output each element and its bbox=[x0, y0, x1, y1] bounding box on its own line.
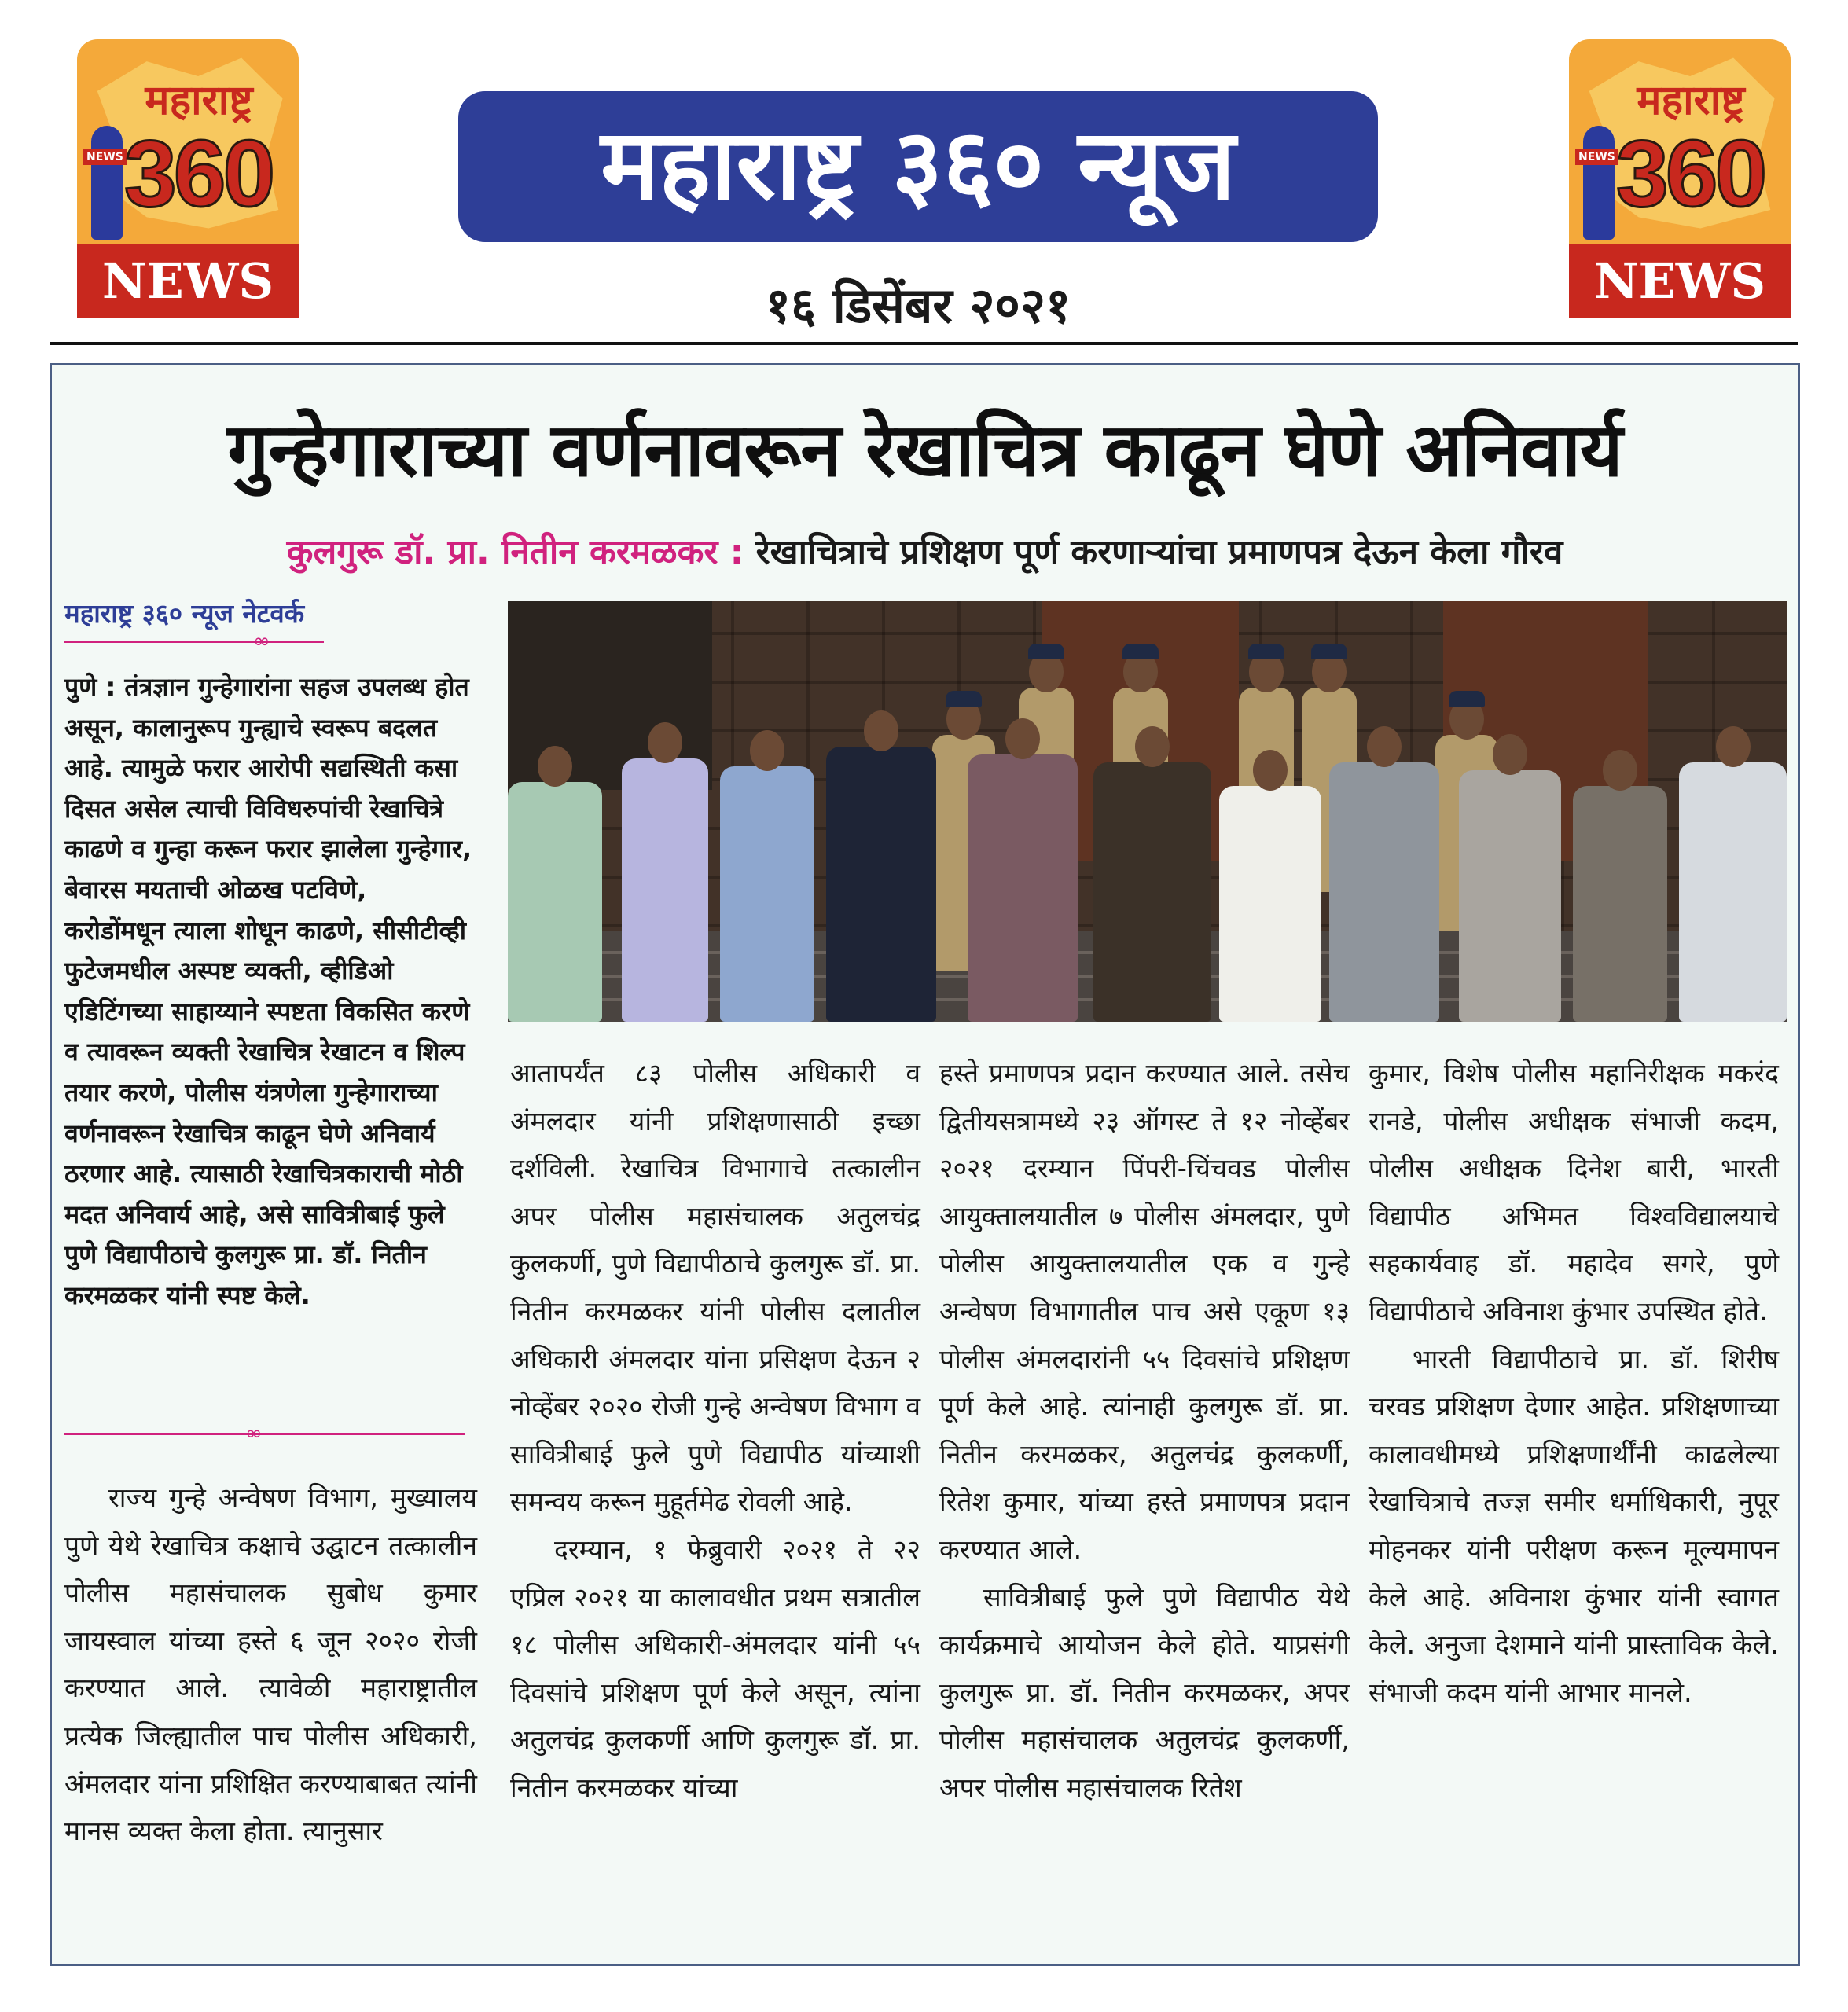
column-1-paragraph: राज्य गुन्हे अन्वेषण विभाग, मुख्यालय पुणे येथे रेखाचित्र कक्षाचे उद्घाटन तत्कालीन पोलीस महासंचालक सुबोध कुमार जायस्वाल यांच्या हस्ते ६ जून २०२० रोजी करण्यात आले. त्यावेळी महाराष्ट्रातील प्रत्येक जिल्ह्यातील पाच पोलीस अधिकारी, अंमलदार यांना प्रशिक्षित करण्याबाबत त्यांनी मानस व्यक्त केला होता. त्यानुसार bbox=[64, 1482, 477, 1847]
masthead-rule bbox=[50, 342, 1798, 345]
logo-brand: महाराष्ट्र bbox=[145, 77, 253, 124]
column-4-paragraph-1: कुमार, विशेष पोलीस महानिरीक्षक मकरंद रानडे, पोलीस अधीक्षक संभाजी कदम, पोलीस अधीक्षक दिनेश बारी, भारती विद्यापीठ अभिमत विश्वविद्यालयाचे सहकार्यवाह डॉ. महादेव सगरे, पुणे विद्यापीठाचे अविनाश कुंभार उपस्थित होते. bbox=[1369, 1058, 1779, 1327]
divider-ornament-icon: ∞ bbox=[245, 1422, 263, 1445]
byline: महाराष्ट्र ३६० न्यूज नेटवर्क bbox=[64, 598, 305, 629]
column-4-paragraph-2: भारती विद्यापीठाचे प्रा. डॉ. शिरीष चरवड प्रशिक्षण देणार आहेत. प्रशिक्षणाच्या कालावधीमध्ये प्रशिक्षणार्थींनी काढलेल्या रेखाचित्राचे तज्ज्ञ समीर धर्माधिकारी, नुपूर मोहनकर यांनी परीक्षण करून मूल्यमापन केले आहे. अविनाश कुंभार यांनी स्वागत केले. अनुजा देशमाने यांनी प्रास्ताविक केले. संभाजी कदम यांनी आभार मानले. bbox=[1369, 1343, 1779, 1708]
photo-person bbox=[826, 747, 936, 1022]
photo-person bbox=[1573, 786, 1667, 1022]
column-3-paragraph-2: सावित्रीबाई फुले पुणे विद्यापीठ येथे कार्यक्रमाचे आयोजन केले होते. याप्रसंगी कुलगुरू प्रा. डॉ. नितीन करमळकर, अपर पोलीस महासंचालक अतुलचंद्र कुलकर्णी, अपर पोलीस महासंचालक रितेश bbox=[939, 1581, 1350, 1803]
logo-brand: महाराष्ट्र bbox=[1637, 77, 1745, 124]
photo-person bbox=[1679, 762, 1787, 1022]
photo-person bbox=[1459, 770, 1561, 1022]
logo-right bbox=[1569, 39, 1791, 318]
photo-person bbox=[968, 754, 1078, 1022]
photo-person bbox=[720, 766, 814, 1022]
logo-tag: NEWS bbox=[1569, 244, 1791, 318]
subhead-speaker: कुलगुरू डॉ. प्रा. नितीन करमळकर : bbox=[286, 532, 744, 572]
article-headline: गुन्हेगाराच्या वर्णनावरून रेखाचित्र काढून घेणे अनिवार्य bbox=[227, 408, 1622, 494]
logo-left bbox=[77, 39, 299, 318]
subhead-text: रेखाचित्राचे प्रशिक्षण पूर्ण करणाऱ्यांचा प्रमाणपत्र देऊन केला गौरव bbox=[744, 532, 1563, 572]
logo-number: 360 bbox=[124, 121, 273, 226]
microphone-icon bbox=[91, 126, 123, 240]
article-frame bbox=[50, 363, 1800, 1966]
photo-person bbox=[1093, 762, 1211, 1022]
intro-paragraph: पुणे : तंत्रज्ञान गुन्हेगारांना सहज उपलब्ध होत असून, कालानुरूप गुन्ह्याचे स्वरूप बदलत आहे. त्यामुळे फरार आरोपी सद्यस्थिती कसा दिसत असेल त्याची विविधरुपांची रेखाचित्रे काढणे व गुन्हा करून फरार झालेला गुन्हेगार, बेवारस मयताची ओळख पटविणे, करोडोंमधून त्याला शोधून काढणे, सीसीटीव्ही फुटेजमधील अस्पष्ट व्यक्ती, व्हीडिओ एडिटिंगच्या साहाय्याने स्पष्टता विकसित करणे व त्यावरून व्यक्ती रेखाचित्र रेखाटन व शिल्प तयार करणे, पोलीस यंत्रणेला गुन्हेगाराच्या वर्णनावरून रेखाचित्र काढून घेणे अनिवार्य ठरणार आहे. त्यासाठी रेखाचित्रकाराची मोठी मदत अनिवार्य आहे, असे सावित्रीबाई फुले पुणे विद्यापीठाचे कुलगुरू प्रा. डॉ. नितीन करमळकर यांनी स्पष्ट केले. bbox=[64, 672, 472, 1310]
article-column-2 bbox=[510, 1050, 920, 1812]
article-column-4 bbox=[1369, 1050, 1779, 1716]
photo-person bbox=[1219, 786, 1321, 1022]
logo-mic-tag: NEWS bbox=[83, 149, 127, 165]
article-column-1 bbox=[64, 1474, 477, 1856]
logo-map-panel bbox=[77, 39, 299, 244]
photo-person bbox=[622, 758, 708, 1022]
logo-number: 360 bbox=[1616, 121, 1765, 226]
article-subhead bbox=[52, 527, 1798, 574]
photo-person bbox=[508, 782, 602, 1022]
column-2-paragraph-2: दरम्यान, १ फेब्रुवारी २०२१ ते २२ एप्रिल २०२१ या कालावधीत प्रथम सत्रातील १८ पोलीस अधिकारी-अंमलदार यांनी ५५ दिवसांचे प्रशिक्षण पूर्ण केले असून, त्यांना अतुलचंद्र कुलकर्णी आणि कुलगुरू डॉ. प्रा. नितीन करमळकर यांच्या bbox=[510, 1533, 920, 1803]
column-3-paragraph-1: हस्ते प्रमाणपत्र प्रदान करण्यात आले. तसेच द्वितीयसत्रामध्ये २३ ऑगस्ट ते १२ नोव्हेंबर २०२१ दरम्यान पिंपरी-चिंचवड पोलीस आयुक्तालयातील ७ पोलीस अंमलदार, पुणे पोलीस आयुक्तालयातील एक व गुन्हे अन्वेषण विभागातील पाच असे एकूण १३ पोलीस अंमलदारांनी ५५ दिवसांचे प्रशिक्षण पूर्ण केले आहे. त्यांनाही कुलगुरू डॉ. प्रा. नितीन करमळकर, अतुलचंद्र कुलकर्णी, रितेश कुमार, यांच्या हस्ते प्रमाणपत्र प्रदान करण्यात आले. bbox=[939, 1058, 1350, 1565]
issue-date: १६ डिसेंबर २०२१ bbox=[765, 277, 1071, 334]
article-column-3 bbox=[939, 1050, 1350, 1812]
intro-divider bbox=[64, 1422, 465, 1445]
microphone-icon bbox=[1583, 126, 1615, 240]
divider-ornament-icon: ∞ bbox=[253, 630, 270, 653]
column-2-paragraph-1: आतापर्यंत ८३ पोलीस अधिकारी व अंमलदार यांनी प्रशिक्षणासाठी इच्छा दर्शविली. रेखाचित्र विभागाचे तत्कालीन अपर पोलीस महासंचालक अतुलचंद्र कुलकर्णी, पुणे विद्यापीठाचे कुलगुरू डॉ. प्रा. नितीन करमळकर यांनी पोलीस दलातील अधिकारी अंमलदार यांना प्रसिक्षण देऊन २ नोव्हेंबर २०२० रोजी गुन्हे अन्वेषण विभाग व सावित्रीबाई फुले पुणे विद्यापीठ यांच्याशी समन्वय करून मुहूर्तमेढ रोवली आहे. bbox=[510, 1058, 920, 1518]
photo-person bbox=[1329, 762, 1439, 1022]
group-photo bbox=[508, 601, 1787, 1022]
newspaper-title: महाराष्ट्र ३६० न्यूज bbox=[458, 91, 1378, 242]
byline-divider bbox=[64, 630, 324, 653]
logo-tag: NEWS bbox=[77, 244, 299, 318]
logo-map-panel bbox=[1569, 39, 1791, 244]
logo-mic-tag: NEWS bbox=[1575, 149, 1618, 165]
